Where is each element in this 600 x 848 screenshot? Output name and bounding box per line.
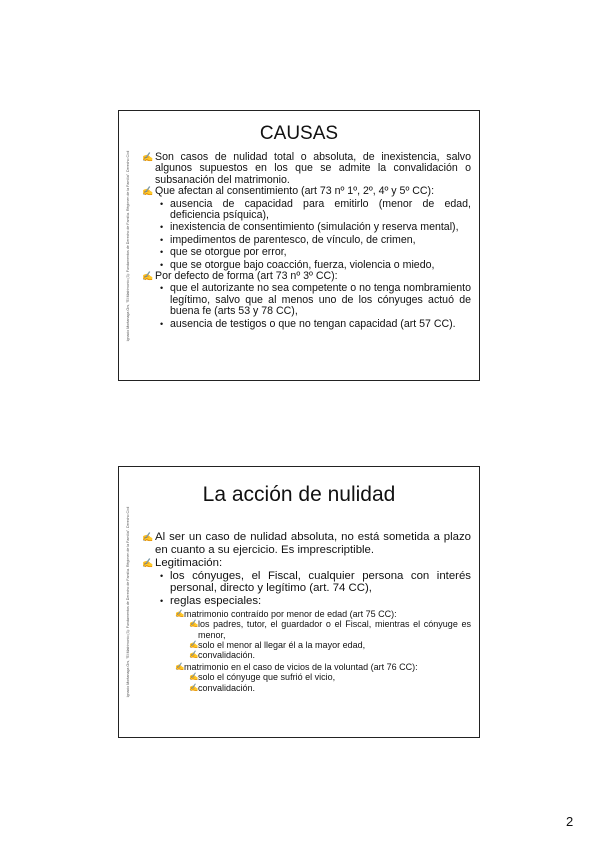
deep-list-item: ✍ solo el menor al llegar él a la mayor edad, xyxy=(189,639,366,650)
bullet-icon: • xyxy=(160,222,164,233)
slide-side-note: Ignacio Mortanaga Ors, "El Matrimonio (3): Fundamentos de Derecho de Familia. Régimen de la Familia". Derecho Civil xyxy=(126,506,130,698)
sub-list-item: • inexistencia de consentimiento (simulación y reserva mental), xyxy=(160,221,459,234)
hand-pen-icon: ✍ xyxy=(142,271,154,282)
hand-pen-icon: ✍ xyxy=(189,682,199,692)
list-item: ✍ Son casos de nulidad total o absoluta, de inexistencia, salvo algunos supuestos en los que se admite la convalidación o subsanación del matrimonio. xyxy=(142,151,471,186)
slide-side-note: Ignacio Mortanaga Ors, "El Matrimonio (3): Fundamentos de Derecho de Familia. Régimen de la Familia". Derecho Civil xyxy=(126,150,130,341)
list-item: ✍ Por defecto de forma (art 73 nº 3º CC): xyxy=(142,270,338,283)
slide-causas xyxy=(118,110,480,381)
bullet-icon: • xyxy=(160,198,164,209)
sub-list-item: • que se otorgue bajo coacción, fuerza, violencia o miedo, xyxy=(160,258,435,271)
deep-list-item: ✍ los padres, tutor, el guardador o el Fiscal, mientras el cónyuge es menor, xyxy=(189,619,471,640)
list-item: ✍ Legitimación: xyxy=(142,557,223,570)
hand-pen-icon: ✍ xyxy=(142,532,154,542)
hand-pen-icon: ✍ xyxy=(189,672,199,682)
bullet-icon: • xyxy=(160,234,164,245)
bullet-icon: • xyxy=(160,259,164,270)
sub-list-item: • los cónyuges, el Fiscal, cualquier persona con interés personal, directo y legítimo (art. 74 CC), xyxy=(160,569,471,595)
hand-pen-icon: ✍ xyxy=(175,608,185,618)
sub-sub-list-item: ✍ matrimonio contraído por menor de edad (art 75 CC): xyxy=(175,608,397,619)
deep-list-item: ✍ solo el cónyuge que sufrió el vicio, xyxy=(189,672,336,683)
sub-list-item: • ausencia de capacidad para emitirlo (menor de edad, deficiencia psíquica), xyxy=(160,197,471,222)
sub-list-item: • ausencia de testigos o que no tengan capacidad (art 57 CC). xyxy=(160,317,456,330)
slide-accion-nulidad xyxy=(118,466,480,738)
slide-title: La acción de nulidad xyxy=(202,483,396,506)
hand-pen-icon: ✍ xyxy=(189,619,199,629)
page-number: 2 xyxy=(566,814,574,829)
slide-title: CAUSAS xyxy=(259,123,339,144)
list-item: ✍ Al ser un caso de nulidad absoluta, no está sometida a plazo en cuanto a su ejercicio. Es imprescriptible. xyxy=(142,531,471,556)
slide-body xyxy=(142,530,471,693)
bullet-icon: • xyxy=(160,570,164,581)
sub-list-item: • que el autorizante no sea competente o no tenga nombramiento legítimo, salvo que al menos uno de los cónyuges actuó de buena fe (arts 53 y 78 CC), xyxy=(160,282,471,318)
list-item: ✍ Que afectan al consentimiento (art 73 nº 1º, 2º, 4º y 5º CC): xyxy=(142,185,435,198)
hand-pen-icon: ✍ xyxy=(189,650,199,660)
slide-body xyxy=(142,152,471,330)
hand-pen-icon: ✍ xyxy=(142,186,154,197)
hand-pen-icon: ✍ xyxy=(142,558,154,569)
bullet-icon: • xyxy=(160,247,164,258)
bullet-icon: • xyxy=(160,595,164,606)
sub-list-item: • reglas especiales: xyxy=(160,594,262,607)
sub-list-item: • que se otorgue por error, xyxy=(160,246,287,259)
hand-pen-icon: ✍ xyxy=(189,639,199,649)
hand-pen-icon: ✍ xyxy=(142,152,154,162)
hand-pen-icon: ✍ xyxy=(175,661,185,671)
bullet-icon: • xyxy=(160,283,164,294)
deep-list-item: ✍ convalidación. xyxy=(189,650,256,661)
sub-list-item: • impedimentos de parentesco, de vínculo, de crimen, xyxy=(160,233,416,246)
sub-sub-list-item: ✍ matrimonio en el caso de vicios de la voluntad (art 76 CC): xyxy=(175,661,418,672)
deep-list-item: ✍ convalidación. xyxy=(189,682,256,693)
bullet-icon: • xyxy=(160,318,164,329)
